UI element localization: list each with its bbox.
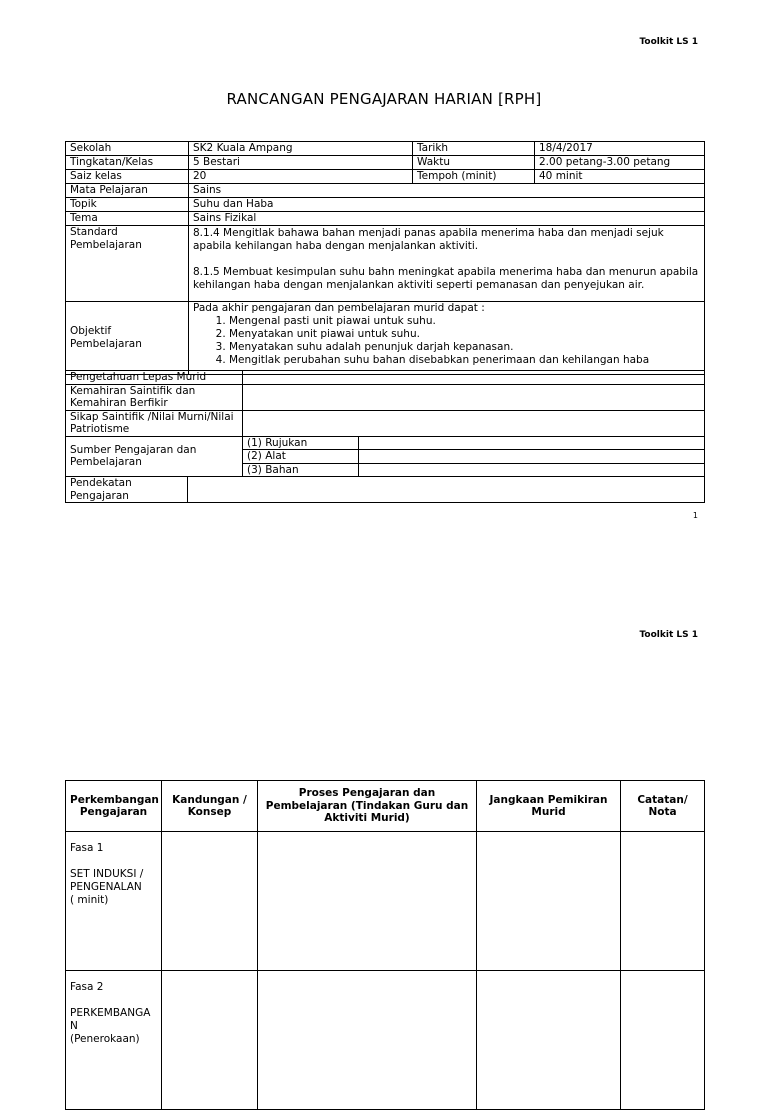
list-item: 3. Menyatakan suhu adalah penunjuk darjah kepanasan. <box>229 341 700 354</box>
table-row <box>66 971 705 1110</box>
sikap-value <box>243 410 705 436</box>
tempoh-value: 40 minit <box>535 170 705 184</box>
table-cell <box>258 832 477 971</box>
table-cell <box>258 971 477 1110</box>
table-cell <box>162 971 258 1110</box>
fasa-cell: Fasa 2 PERKEMBANGA N (Penerokaan) <box>66 971 162 1110</box>
bahan-label: (3) Bahan <box>243 463 359 476</box>
rujukan-value <box>359 437 705 450</box>
table-row <box>66 410 705 436</box>
fasa-cell: Fasa 1 SET INDUKSI / PENGENALAN ( minit) <box>66 832 162 971</box>
sekolah-value: SK2 Kuala Ampang <box>189 142 413 156</box>
rujukan-label: (1) Rujukan <box>243 437 359 450</box>
kelas-label: Tingkatan/Kelas <box>66 156 189 170</box>
table-row <box>66 832 705 971</box>
toolkit-label: Toolkit LS 1 <box>639 37 698 47</box>
topik-value: Suhu dan Haba <box>189 198 705 212</box>
document-title: RANCANGAN PENGAJARAN HARIAN [RPH] <box>226 90 542 108</box>
sikap-label: Sikap Saintifik /Nilai Murni/Nilai Patriotisme <box>66 410 243 436</box>
waktu-label: Waktu <box>413 156 535 170</box>
bahan-value <box>359 463 705 476</box>
topik-label: Topik <box>66 198 189 212</box>
rph-resources-table <box>65 370 705 503</box>
alat-label: (2) Alat <box>243 450 359 464</box>
table-row <box>66 302 705 375</box>
table-row <box>66 156 705 170</box>
table-row <box>66 371 705 385</box>
sumber-subtable <box>243 436 705 477</box>
table-row <box>66 142 705 156</box>
page-number: 1 <box>692 511 698 520</box>
table-row <box>66 384 705 410</box>
tema-value: Sains Fizikal <box>189 212 705 226</box>
sekolah-label: Sekolah <box>66 142 189 156</box>
standard-item: 8.1.5 Membuat kesimpulan suhu bahn meningkat apabila menerima haba dan menurun apabila kehilangan haba dengan menjalankan aktiviti seperti pemanasan dan penyejukan air. <box>193 266 699 291</box>
list-item: 2. Menyatakan unit piawai untuk suhu. <box>229 328 700 341</box>
pengetahuan-value <box>243 371 705 385</box>
saiz-label: Saiz kelas <box>66 170 189 184</box>
table-cell <box>621 971 705 1110</box>
standard-label: Standard Pembelajaran <box>66 226 189 302</box>
table-cell <box>477 971 621 1110</box>
list-item: 4. Mengitlak perubahan suhu bahan disebabkan penerimaan dan kehilangan haba <box>229 354 700 367</box>
column-header: Jangkaan Pemikiran Murid <box>477 781 621 832</box>
objektif-label: Objektif Pembelajaran <box>66 302 189 375</box>
lesson-plan-table <box>65 780 705 1110</box>
pendekatan-value <box>188 477 705 503</box>
waktu-value: 2.00 petang-3.00 petang <box>535 156 705 170</box>
column-header: Kandungan / Konsep <box>162 781 258 832</box>
kemahiran-label: Kemahiran Saintifik dan Kemahiran Berfikir <box>66 384 243 410</box>
table-row <box>66 212 705 226</box>
tempoh-label: Tempoh (minit) <box>413 170 535 184</box>
pengetahuan-label: Pengetahuan Lepas Murid <box>66 371 243 385</box>
standard-item: 8.1.4 Mengitlak bahawa bahan menjadi panas apabila menerima haba dan menjadi sejuk apabila kehilangan haba dengan menjalankan aktiviti. <box>193 227 664 252</box>
column-header: Perkembangan Pengajaran <box>66 781 162 832</box>
table-row <box>66 184 705 198</box>
table-row <box>66 198 705 212</box>
kemahiran-value <box>243 384 705 410</box>
table-cell <box>162 832 258 971</box>
table-row <box>66 436 705 477</box>
toolkit-label: Toolkit LS 1 <box>639 630 698 640</box>
mapel-value: Sains <box>189 184 705 198</box>
list-item: 1. Mengenal pasti unit piawai untuk suhu. <box>229 315 700 328</box>
saiz-value: 20 <box>189 170 413 184</box>
column-header: Catatan/ Nota <box>621 781 705 832</box>
objektif-list <box>193 315 700 367</box>
table-row <box>66 477 705 503</box>
pendekatan-label: Pendekatan Pengajaran <box>66 477 188 503</box>
tarikh-value: 18/4/2017 <box>535 142 705 156</box>
objektif-content <box>189 302 705 375</box>
table-cell <box>477 832 621 971</box>
table-header-row <box>66 781 705 832</box>
mapel-label: Mata Pelajaran <box>66 184 189 198</box>
objektif-intro: Pada akhir pengajaran dan pembelajaran murid dapat : <box>193 302 485 314</box>
table-row <box>66 226 705 302</box>
table-cell <box>621 832 705 971</box>
kelas-value: 5 Bestari <box>189 156 413 170</box>
standard-content <box>189 226 705 302</box>
tema-label: Tema <box>66 212 189 226</box>
rph-info-table <box>65 141 705 375</box>
alat-value <box>359 450 705 464</box>
sumber-label: Sumber Pengajaran dan Pembelajaran <box>66 436 243 477</box>
tarikh-label: Tarikh <box>413 142 535 156</box>
table-row <box>66 170 705 184</box>
column-header: Proses Pengajaran dan Pembelajaran (Tindakan Guru dan Aktiviti Murid) <box>258 781 477 832</box>
